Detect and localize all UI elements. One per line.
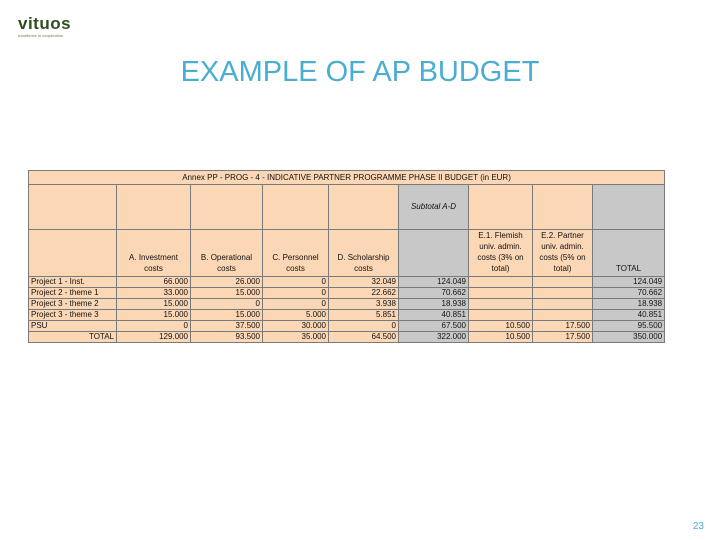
cell-operational-costs: 15.000 (191, 288, 263, 299)
cell-subtotal: 67.500 (399, 321, 469, 332)
cell-row-label: PSU (29, 321, 117, 332)
budget-table (28, 170, 665, 343)
cell-flemish-admin-costs (469, 310, 533, 321)
cell-total: 124.049 (593, 277, 665, 288)
cell-partner-admin-costs (533, 310, 593, 321)
cell-subtotal: 18.938 (399, 299, 469, 310)
cell-partner-admin-costs: 17.500 (533, 332, 593, 343)
spacer-row (29, 185, 665, 230)
cell-investment-costs: 15.000 (117, 299, 191, 310)
cell-investment-costs: 0 (117, 321, 191, 332)
table-row (29, 288, 665, 299)
cell-scholarship-costs: 5.851 (329, 310, 399, 321)
cell-total: 95.500 (593, 321, 665, 332)
cell-operational-costs: 37.500 (191, 321, 263, 332)
cell-operational-costs: 26.000 (191, 277, 263, 288)
cell-flemish-admin-costs (469, 288, 533, 299)
cell-subtotal: 40.851 (399, 310, 469, 321)
cell-row-label: Project 2 - theme 1 (29, 288, 117, 299)
cell-operational-costs: 0 (191, 299, 263, 310)
cell-investment-costs: 33.000 (117, 288, 191, 299)
cell-total: 40.851 (593, 310, 665, 321)
cell-scholarship-costs: 32.049 (329, 277, 399, 288)
header-operational-costs: B. Operational costs (191, 230, 263, 277)
cell-flemish-admin-costs: 10.500 (469, 332, 533, 343)
logo-wordmark: vituos (18, 14, 72, 33)
cell-personnel-costs: 0 (263, 299, 329, 310)
cell-scholarship-costs: 3.938 (329, 299, 399, 310)
cell-row-label: Project 1 - Inst. (29, 277, 117, 288)
header-subtotal (399, 230, 469, 277)
cell-partner-admin-costs (533, 288, 593, 299)
column-header-row (29, 230, 665, 277)
cell-personnel-costs: 5.000 (263, 310, 329, 321)
header-label (29, 230, 117, 277)
cell-flemish-admin-costs (469, 277, 533, 288)
cell-partner-admin-costs (533, 277, 593, 288)
cell-investment-costs: 15.000 (117, 310, 191, 321)
annex-title: Annex PP - PROG - 4 - INDICATIVE PARTNER PROGRAMME PHASE II BUDGET (in EUR) (29, 171, 665, 185)
table-row (29, 310, 665, 321)
cell-total: 18.938 (593, 299, 665, 310)
page-number: 23 (692, 521, 704, 532)
table-row (29, 321, 665, 332)
table-row (29, 332, 665, 343)
logo-tagline: excellence in cooperation (18, 33, 64, 38)
cell-scholarship-costs: 22.662 (329, 288, 399, 299)
header-total: TOTAL (593, 230, 665, 277)
cell-flemish-admin-costs (469, 299, 533, 310)
subtotal-label: Subtotal A-D (399, 185, 469, 230)
cell-total: 350.000 (593, 332, 665, 343)
cell-partner-admin-costs (533, 299, 593, 310)
cell-investment-costs: 129.000 (117, 332, 191, 343)
cell-operational-costs: 93.500 (191, 332, 263, 343)
table-row (29, 277, 665, 288)
cell-operational-costs: 15.000 (191, 310, 263, 321)
header-investment-costs: A. Investment costs (117, 230, 191, 277)
vituos-logo (18, 14, 100, 40)
cell-subtotal: 124.049 (399, 277, 469, 288)
cell-subtotal: 322.000 (399, 332, 469, 343)
cell-flemish-admin-costs: 10.500 (469, 321, 533, 332)
cell-investment-costs: 66.000 (117, 277, 191, 288)
table-row (29, 299, 665, 310)
cell-scholarship-costs: 0 (329, 321, 399, 332)
cell-subtotal: 70.662 (399, 288, 469, 299)
slide-title: EXAMPLE OF AP BUDGET (180, 56, 540, 88)
cell-personnel-costs: 0 (263, 288, 329, 299)
header-personnel-costs: C. Personnel costs (263, 230, 329, 277)
cell-row-label: Project 3 - theme 2 (29, 299, 117, 310)
cell-scholarship-costs: 64.500 (329, 332, 399, 343)
header-flemish-admin-costs: E.1. Flemish univ. admin. costs (3% on total) (469, 230, 533, 277)
cell-row-label: TOTAL (29, 332, 117, 343)
cell-partner-admin-costs: 17.500 (533, 321, 593, 332)
cell-row-label: Project 3 - theme 3 (29, 310, 117, 321)
cell-personnel-costs: 0 (263, 277, 329, 288)
annex-title-row (29, 171, 665, 185)
cell-personnel-costs: 35.000 (263, 332, 329, 343)
cell-personnel-costs: 30.000 (263, 321, 329, 332)
header-partner-admin-costs: E.2. Partner univ. admin. costs (5% on total) (533, 230, 593, 277)
header-scholarship-costs: D. Scholarship costs (329, 230, 399, 277)
cell-total: 70.662 (593, 288, 665, 299)
